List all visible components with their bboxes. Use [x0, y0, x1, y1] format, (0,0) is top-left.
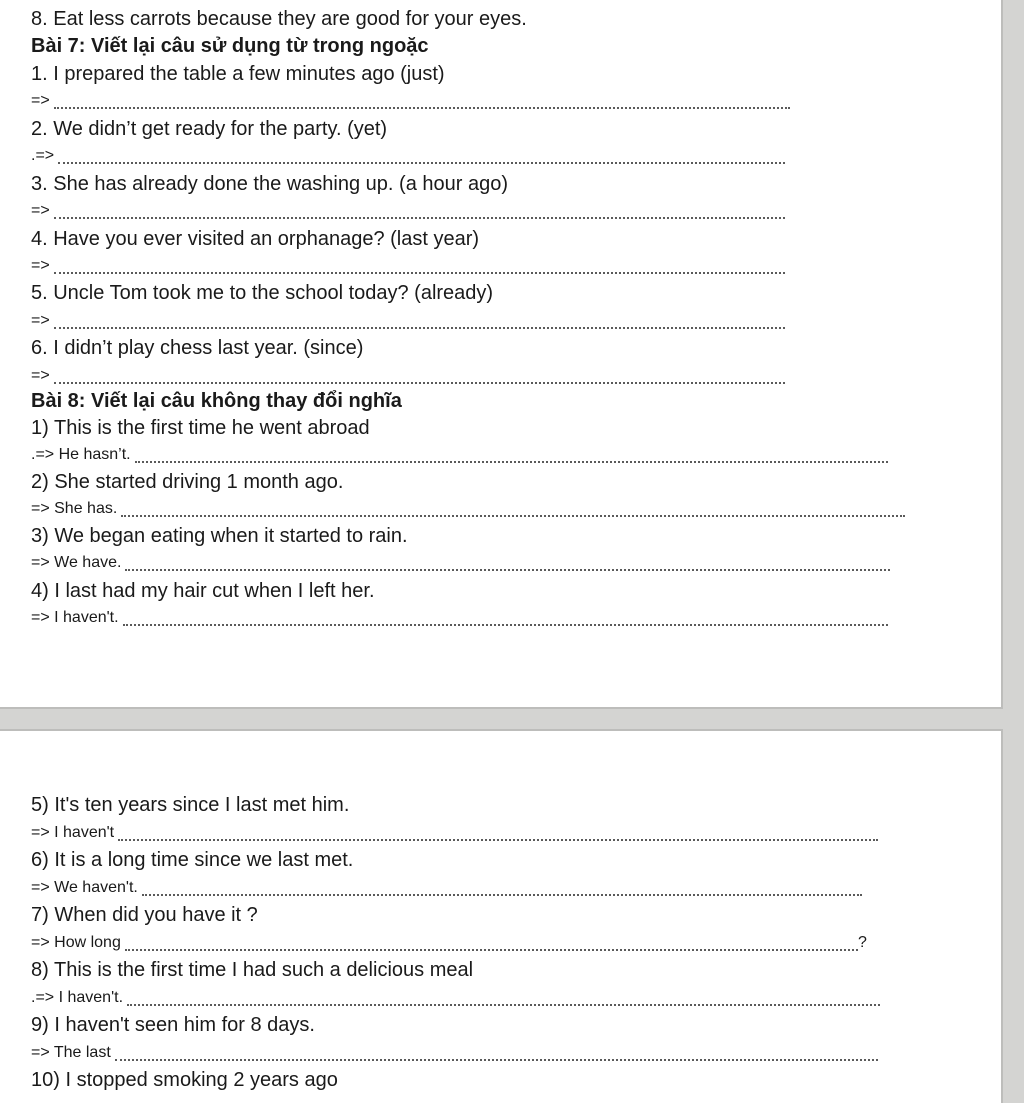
- answer-blank: [125, 949, 858, 951]
- exercise-sentence: 7) When did you have it ?: [31, 904, 258, 926]
- exercise-sentence: 6. I didn’t play chess last year. (since): [31, 337, 364, 359]
- answer-line: [31, 497, 905, 521]
- answer-line: [31, 931, 867, 955]
- answer-blank: [54, 327, 785, 329]
- answer-line: [31, 364, 785, 388]
- exercise-sentence: 3. She has already done the washing up. (a hour ago): [31, 173, 508, 195]
- answer-suffix: ?: [858, 934, 867, 951]
- answer-blank: [54, 107, 790, 109]
- answer-prefix: =>: [31, 367, 50, 384]
- answer-prefix: => We haven't.: [31, 879, 138, 896]
- answer-line: [31, 986, 880, 1010]
- answer-prefix: .=> He hasn’t.: [31, 446, 131, 463]
- exercise-sentence: 5) It's ten years since I last met him.: [31, 794, 350, 816]
- answer-blank: [127, 1004, 880, 1006]
- exercise-sentence: 5. Uncle Tom took me to the school today? (already): [31, 282, 494, 304]
- exercise-sentence: 1) This is the first time he went abroad: [31, 417, 370, 439]
- answer-prefix: => How long: [31, 934, 121, 951]
- answer-prefix: => I haven't.: [31, 609, 119, 626]
- answer-line: [31, 89, 790, 113]
- answer-blank: [54, 272, 785, 274]
- answer-prefix: =>: [31, 312, 50, 329]
- answer-line: [31, 144, 785, 168]
- exercise-sentence: 6) It is a long time since we last met.: [31, 849, 354, 871]
- answer-blank: [54, 217, 785, 219]
- answer-blank: [135, 461, 888, 463]
- exercise-sentence: 8. Eat less carrots because they are good for your eyes.: [31, 8, 527, 30]
- answer-line: [31, 606, 888, 630]
- answer-line: [31, 309, 785, 333]
- exercise-sentence: 4. Have you ever visited an orphanage? (last year): [31, 228, 480, 250]
- exercise-sentence: 10) I stopped smoking 2 years ago: [31, 1069, 338, 1091]
- exercise-sentence: 1. I prepared the table a few minutes ago (just): [31, 63, 445, 85]
- answer-blank: [125, 569, 890, 571]
- answer-line: [31, 1041, 878, 1065]
- answer-line: [31, 199, 785, 223]
- answer-line: [31, 821, 878, 845]
- answer-prefix: =>: [31, 257, 50, 274]
- exercise-sentence: 9) I haven't seen him for 8 days.: [31, 1014, 315, 1036]
- answer-blank: [142, 894, 862, 896]
- worksheet-page-bottom: [0, 729, 1003, 1103]
- answer-blank: [115, 1059, 878, 1061]
- answer-blank: [121, 515, 905, 517]
- answer-prefix: .=> I haven't.: [31, 989, 124, 1006]
- answer-prefix: => She has.: [31, 500, 118, 517]
- answer-line: [31, 876, 862, 900]
- exercise-heading: Bài 8: Viết lại câu không thay đổi nghĩa: [31, 390, 402, 412]
- answer-blank: [58, 162, 785, 164]
- answer-line: [31, 551, 890, 575]
- exercise-sentence: 8) This is the first time I had such a delicious meal: [31, 959, 474, 981]
- exercise-sentence: 2) She started driving 1 month ago.: [31, 471, 344, 493]
- answer-prefix: =>: [31, 202, 50, 219]
- answer-blank: [123, 624, 888, 626]
- answer-prefix: => I haven't: [31, 824, 115, 841]
- answer-line: [31, 254, 785, 278]
- exercise-sentence: 4) I last had my hair cut when I left her.: [31, 580, 375, 602]
- answer-prefix: .=>: [31, 147, 55, 164]
- answer-prefix: => We have.: [31, 554, 122, 571]
- answer-prefix: => The last: [31, 1044, 111, 1061]
- exercise-sentence: 2. We didn’t get ready for the party. (yet): [31, 118, 388, 140]
- answer-blank: [54, 382, 785, 384]
- answer-blank: [118, 839, 878, 841]
- exercise-sentence: 3) We began eating when it started to rain.: [31, 525, 408, 547]
- answer-prefix: =>: [31, 92, 50, 109]
- exercise-heading: Bài 7: Viết lại câu sử dụng từ trong ngoặc: [31, 35, 429, 57]
- answer-line: [31, 443, 888, 467]
